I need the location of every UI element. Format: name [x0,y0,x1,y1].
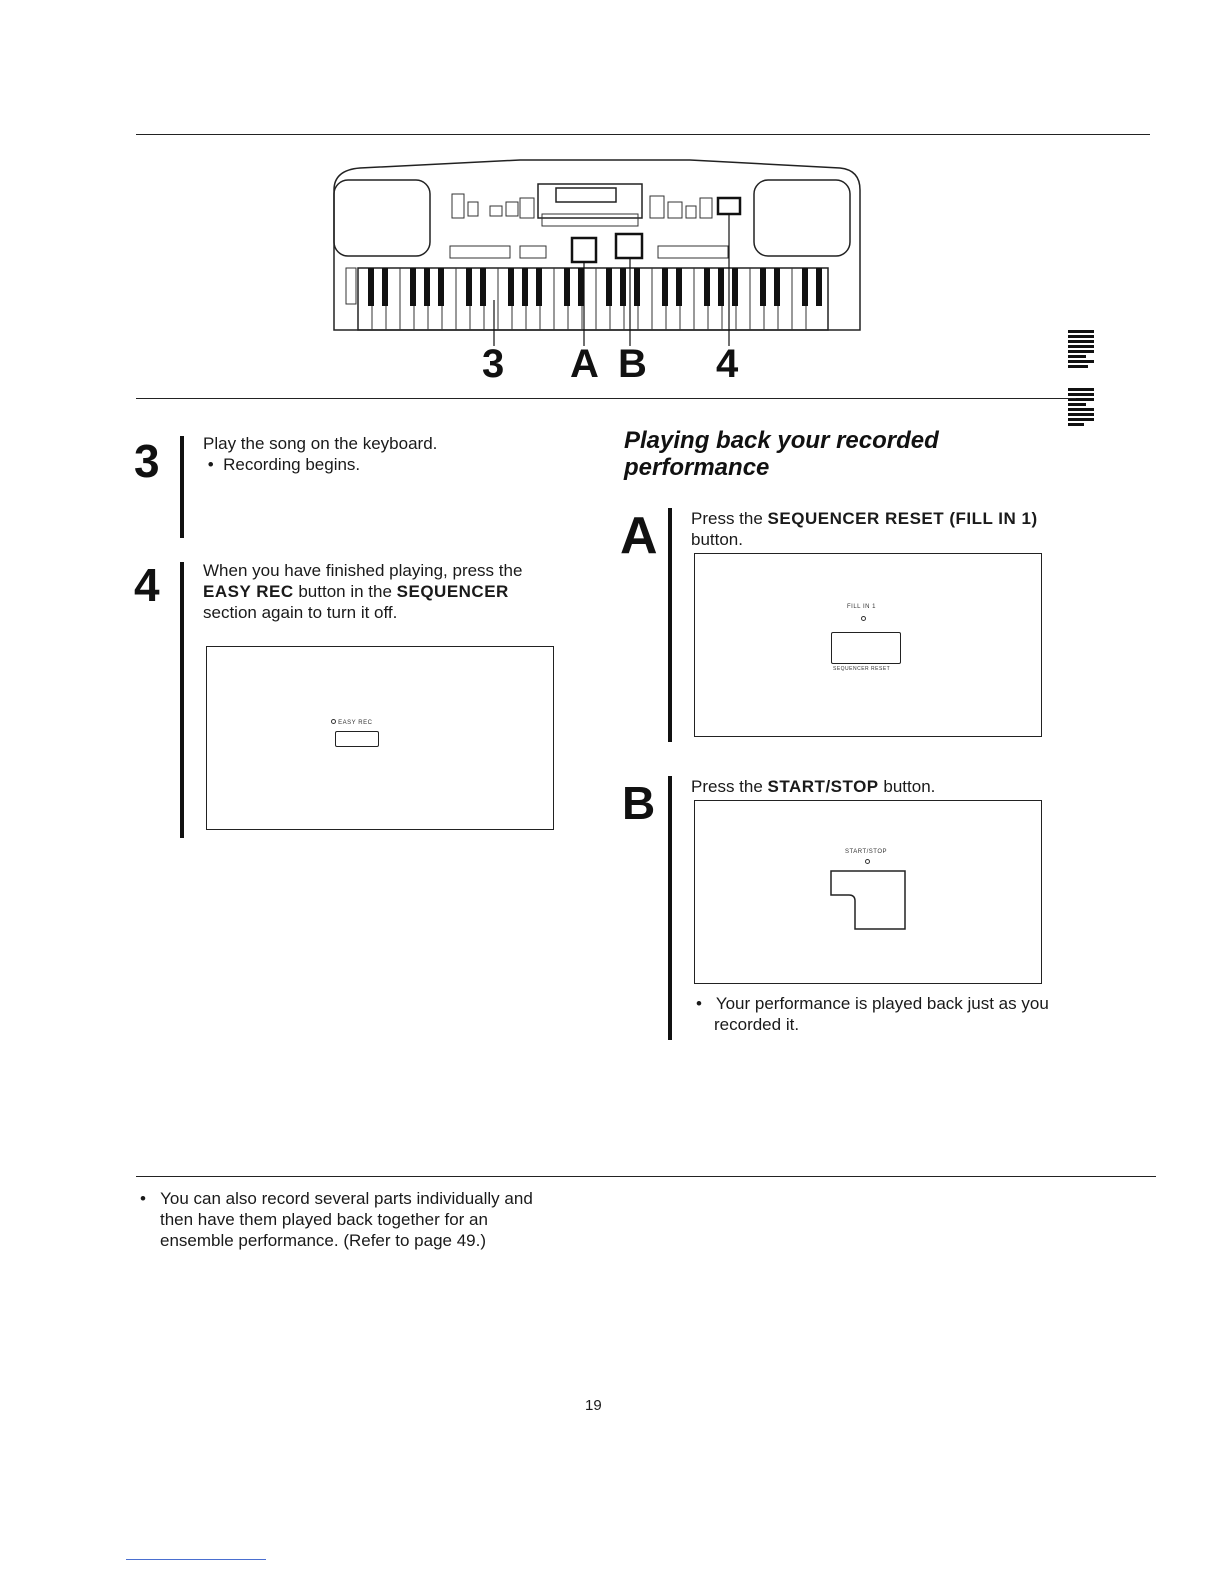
diagram-label-b: B [618,342,647,386]
step-b-bullet: • Your performance is played back just as you recorded it. [696,994,1049,1034]
step-a-letter: A [620,507,658,565]
keyboard-diagram [320,150,880,390]
step-b-post: button. [878,777,936,796]
sequencer-reset-label: SEQUENCER RESET [833,666,891,672]
step-4-post: section again to turn it off. [203,603,398,622]
easy-rec-led-icon [331,719,336,724]
start-stop-label: START/STOP [845,849,888,855]
edge-registration-marks [1068,330,1094,428]
step-3-line: Play the song on the keyboard. [203,434,438,453]
start-stop-led-icon [865,859,870,864]
footer-rule [136,1176,1156,1177]
section-rule [136,398,1076,399]
step-a-bar [668,508,672,742]
step-4-bold-easyrec: EASY REC [203,582,294,601]
step-a-bold: SEQUENCER RESET (FILL IN 1) [767,509,1038,528]
sequencer-reset-button[interactable] [831,632,901,664]
playback-heading: Playing back your recorded performance [624,427,939,481]
step-3-text [203,433,563,475]
diagram-label-a: A [570,342,599,386]
footer-note-text: You can also record several parts individually and then have them played back together for an ensemble performance. (Refer to page 49.) [160,1189,533,1250]
start-stop-panel [694,800,1042,984]
diagram-label-3: 3 [482,342,505,386]
page-number: 19 [585,1397,602,1414]
step-3-bar [180,436,184,538]
fill-in-label: FILL IN 1 [847,604,876,610]
step-b-letter: B [622,777,656,829]
step-a-text [691,508,1041,550]
step-4-bar [180,562,184,838]
step-4-number: 4 [134,559,160,611]
easy-rec-panel [206,646,554,830]
step-a-pre: Press the [691,509,768,528]
step-b-pre: Press the [691,777,768,796]
step-4-pre: When you have finished playing, press the [203,561,523,580]
step-b-bullet-text: Your performance is played back just as you recorded it. [714,994,1049,1034]
step-3-bullet: • Recording begins. [203,455,361,474]
sequencer-reset-panel [694,553,1042,737]
easy-rec-button[interactable] [335,731,379,747]
bottom-edge-line [126,1559,266,1560]
step-b-text [691,776,1041,797]
step-4-bold-sequencer: SEQUENCER [396,582,509,601]
step-4-mid: button in the [293,582,397,601]
step-a-post: button. [691,530,743,549]
step-3-number: 3 [134,435,160,487]
fill-in-led-icon [861,616,866,621]
footer-note: • You can also record several parts individually and then have them played back together for an ensemble performance. (Refer to page 49.) [140,1189,533,1250]
step-b-bar [668,776,672,1040]
easy-rec-panel-label: EASY REC [331,719,372,726]
step-4-text [203,560,553,623]
step-3-bullet-text: Recording begins. [223,455,361,474]
start-stop-button[interactable] [829,869,909,931]
step-b-bold: START/STOP [767,777,879,796]
top-rule [136,134,1150,135]
diagram-label-4: 4 [716,342,739,386]
